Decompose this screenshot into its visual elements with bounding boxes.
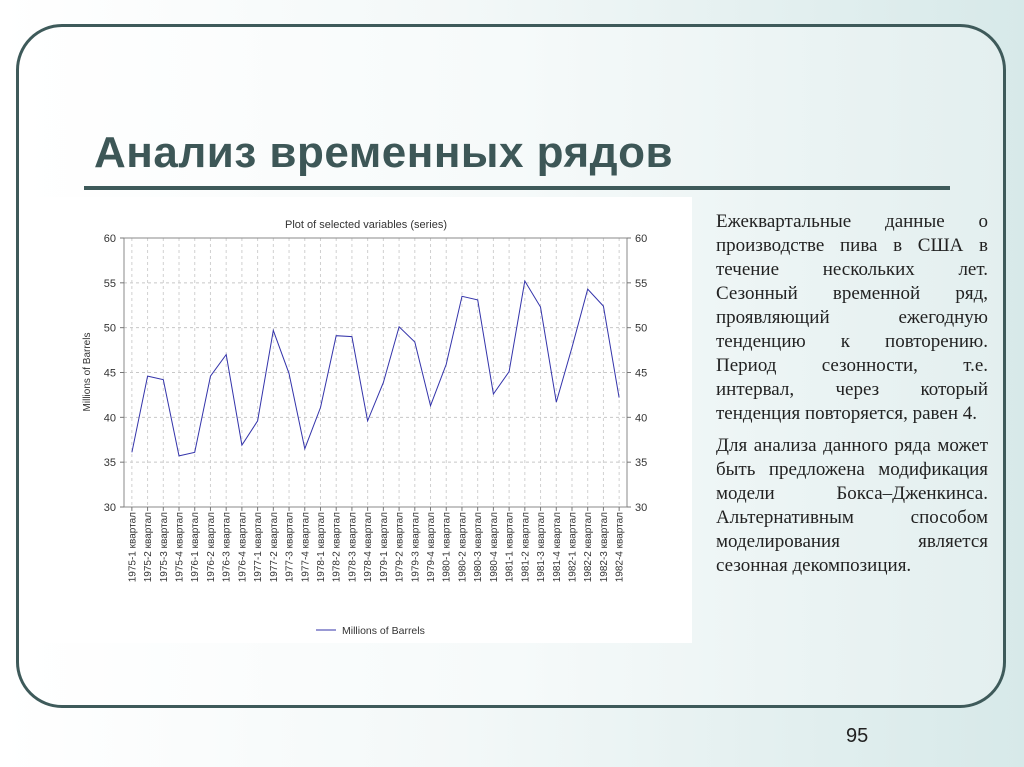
y-tick-label-left: 60 <box>103 233 116 245</box>
y-tick-label-right: 60 <box>635 233 648 245</box>
description-paragraph-1: Ежеквартальные данные о производстве пива в США в течение нескольких лет. Сезонный временной ряд, проявляющий ежегодную тенденцию к повторению. Период сезонности, т.е. интервал, через который тенденция повторяется, равен 4. <box>716 211 988 424</box>
x-tick-label: 1975-2 квартал <box>143 512 155 583</box>
x-tick-label: 1981-4 квартал <box>551 512 563 583</box>
chart-title: Plot of selected variables (series) <box>284 219 448 231</box>
chart-panel <box>24 197 692 643</box>
x-axis-labels <box>127 507 625 582</box>
y-tick-label-left: 50 <box>103 322 116 335</box>
slide-title: Анализ временных рядов <box>94 128 674 177</box>
y-tick-label-right: 40 <box>635 412 648 425</box>
x-tick-label: 1980-2 квартал <box>457 512 469 583</box>
x-tick-label: 1976-1 квартал <box>190 512 202 583</box>
x-tick-label: 1977-1 квартал <box>253 512 265 583</box>
x-tick-label: 1982-3 квартал <box>598 512 610 583</box>
y-tick-label-left: 35 <box>103 457 116 470</box>
y-tick-label-right: 35 <box>635 457 648 470</box>
x-tick-label: 1976-3 квартал <box>221 512 233 583</box>
x-tick-label: 1978-2 квартал <box>331 512 343 583</box>
y-axis-right <box>627 233 647 514</box>
x-tick-label: 1975-4 квартал <box>174 512 186 583</box>
description-paragraph-2: Для анализа данного ряда может быть предложена модификация модели Бокса–Дженкинса. Альтернативным способом моделирования является сезонная декомпозиция. <box>716 435 988 576</box>
x-tick-label: 1977-2 квартал <box>268 512 280 583</box>
x-tick-label: 1979-1 квартал <box>378 512 390 583</box>
x-tick-label: 1975-3 квартал <box>158 512 170 583</box>
x-tick-label: 1982-1 квартал <box>567 512 579 583</box>
chart-legend <box>316 625 425 637</box>
x-tick-label: 1977-4 квартал <box>300 512 312 583</box>
x-tick-label: 1982-2 квартал <box>583 512 595 583</box>
x-tick-label: 1979-3 квартал <box>410 512 422 583</box>
x-tick-label: 1977-3 квартал <box>284 512 296 583</box>
x-tick-label: 1981-3 квартал <box>536 512 548 583</box>
y-tick-label-right: 50 <box>635 322 648 335</box>
y-tick-label-right: 30 <box>635 502 648 514</box>
x-tick-label: 1976-2 квартал <box>205 512 217 583</box>
x-tick-label: 1979-2 квартал <box>394 512 406 583</box>
time-series-chart <box>24 197 692 643</box>
x-tick-label: 1978-4 квартал <box>363 512 375 583</box>
description-text <box>716 210 988 586</box>
x-tick-label: 1982-4 квартал <box>614 512 626 583</box>
y-tick-label-right: 55 <box>635 277 648 290</box>
x-tick-label: 1981-1 квартал <box>504 512 516 583</box>
y-tick-label-left: 30 <box>103 502 116 514</box>
x-tick-label: 1975-1 квартал <box>127 512 139 583</box>
y-tick-label-left: 55 <box>103 277 116 290</box>
y-tick-label-left: 45 <box>103 367 116 380</box>
x-tick-label: 1980-1 квартал <box>441 512 453 583</box>
x-tick-label: 1978-1 квартал <box>315 512 327 583</box>
x-tick-label: 1980-3 квартал <box>473 512 485 583</box>
legend-label: Millions of Barrels <box>342 625 425 637</box>
y-tick-label-right: 45 <box>635 367 648 380</box>
y-axis-label: Millions of Barrels <box>82 332 93 412</box>
x-tick-label: 1976-4 квартал <box>237 512 249 583</box>
y-tick-label-left: 40 <box>103 412 116 425</box>
x-tick-label: 1978-3 квартал <box>347 512 359 583</box>
y-axis-left <box>104 233 124 514</box>
x-tick-label: 1981-2 квартал <box>520 512 532 583</box>
page-number: 95 <box>846 725 869 747</box>
series-line-millions-of-barrels <box>132 281 619 456</box>
x-tick-label: 1980-4 квартал <box>488 512 500 583</box>
x-tick-label: 1979-4 квартал <box>426 512 438 583</box>
title-underline <box>84 186 950 190</box>
